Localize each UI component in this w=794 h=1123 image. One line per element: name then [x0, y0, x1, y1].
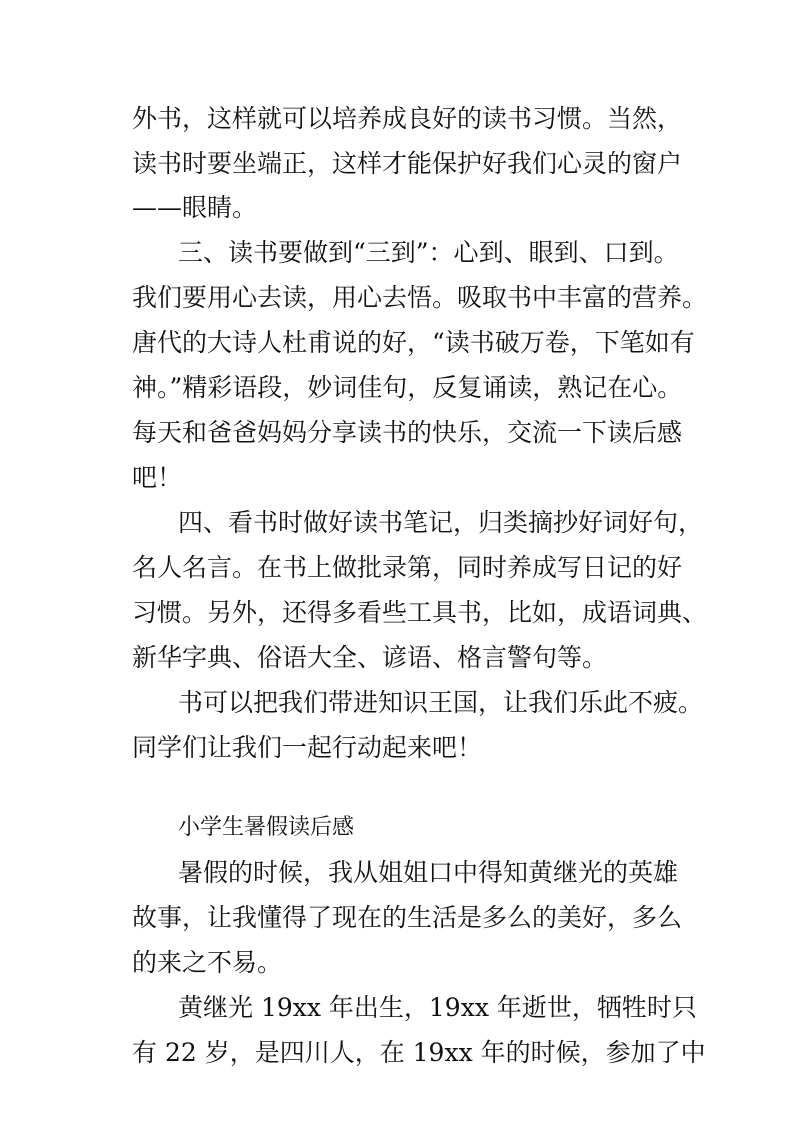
text-line: 外书，这样就可以培养成良好的读书习惯。当然，: [132, 104, 683, 133]
text-line: 暑假的时候，我从姐姐口中得知黄继光的英雄: [178, 858, 679, 887]
text-line: 同学们让我们一起行动起来吧！: [132, 733, 483, 762]
text-line: 唐代的大诗人杜甫说的好，“读书破万卷，下笔如有: [132, 328, 695, 357]
text-line: 我们要用心去读，用心去悟。吸取书中丰富的营养。: [132, 283, 708, 312]
text-line: 吧！: [132, 463, 183, 492]
text-line: 每天和爸爸妈妈分享读书的快乐，交流一下读后感: [132, 418, 683, 447]
text-line: 黄继光 19xx 年出生，19xx 年逝世，牺牲时只: [178, 993, 697, 1022]
text-line: 故事，让我懂得了现在的生活是多么的美好，多么: [132, 903, 683, 932]
text-line: 名人名言。在书上做批录第，同时养成写日记的好: [132, 553, 683, 582]
text-line: 新华字典、俗语大全、谚语、格言警句等。: [132, 643, 608, 672]
text-line: 读书时要坐端正，这样才能保护好我们心灵的窗户: [132, 149, 683, 178]
section-four-heading-line: 四、看书时做好读书笔记，归类摘抄好词好句，: [178, 508, 704, 537]
text-line: 习惯。另外，还得多看些工具书，比如，成语词典、: [132, 598, 708, 627]
text-line: ——眼睛。: [132, 193, 258, 222]
text-line: 神。”精彩语段，妙词佳句，反复诵读，熟记在心。: [132, 373, 683, 402]
text-line: 的来之不易。: [132, 948, 283, 977]
text-line: 书可以把我们带进知识王国，让我们乐此不疲。: [178, 688, 704, 717]
article-title: 小学生暑假读后感: [178, 815, 355, 840]
section-three-heading-line: 三、读书要做到“三到”：心到、眼到、口到。: [178, 238, 679, 267]
text-line: 有 22 岁，是四川人，在 19xx 年的时候，参加了中: [132, 1038, 706, 1067]
